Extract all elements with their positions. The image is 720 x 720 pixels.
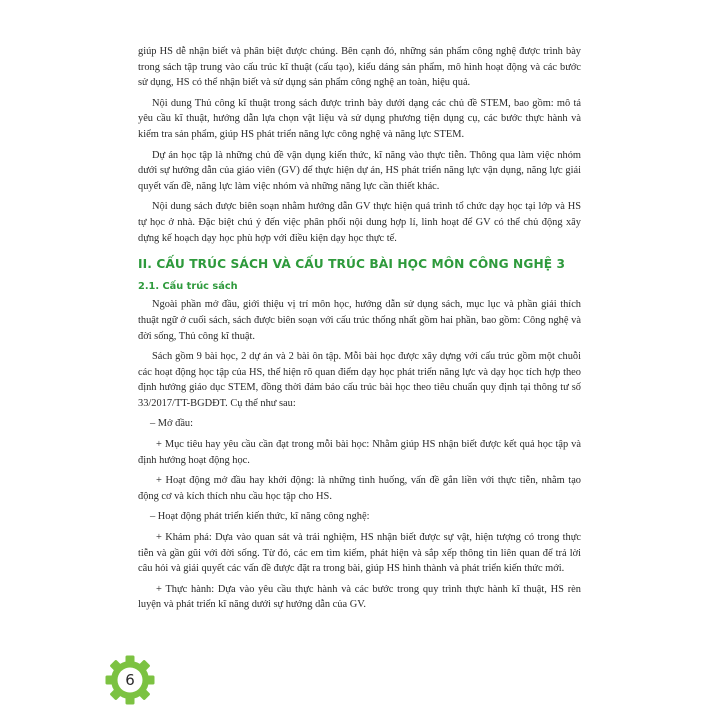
- paragraph-5: Ngoài phần mở đầu, giới thiệu vị trí môn học, hướng dẫn sử dụng sách, mục lục và phần giải thích thuật ngữ ở cuối sách, sách được biên soạn với cấu trúc thống nhất gồm hai phần, bao gồm: Công nghệ và đời sống, Thủ công kĩ thuật.: [138, 299, 581, 342]
- page-number: 6: [125, 671, 135, 689]
- page-content: [138, 44, 581, 618]
- paragraph-3: Dự án học tập là những chủ đề vận dụng kiến thức, kĩ năng vào thực tiễn. Thông qua làm việc nhóm dưới sự hướng dẫn của giáo viên (GV) để thực hiện dự án, HS phát triển năng lực vận dụng, năng lực giải quyết vấn đề, năng lực làm việc nhóm và những năng lực cần thiết khác.: [138, 149, 581, 192]
- paragraph-6: Sách gồm 9 bài học, 2 dự án và 2 bài ôn tập. Mỗi bài học được xây dựng với cấu trúc gồm một chuỗi các hoạt động học tập của HS, thể hiện rõ quan điểm dạy học phát triển năng lực và dạy học tích hợp theo định hướng giáo dục STEM, đồng thời đảm bảo cấu trúc bài học theo tiêu chuẩn quy định tại thông tư số 33/2017/TT-BGDĐT. Cụ thể như sau:: [138, 351, 581, 409]
- list-item: – Mở đầu:: [150, 418, 194, 430]
- list-item: + Thực hành: Dựa vào yêu cầu thực hành và các bước trong quy trình thực hành kĩ thuật, HS rèn luyện và phát triển kĩ năng dưới sự hướng dẫn của GV.: [138, 583, 581, 611]
- paragraph-4: Nội dung sách được biên soạn nhằm hướng dẫn GV thực hiện quá trình tổ chức dạy học tại lớp và HS tự học ở nhà. Đặc biệt chú ý đến việc phân phối nội dung hợp lí, linh hoạt để GV có thể chủ động xây dựng kế hoạch dạy học phù hợp với điều kiện dạy học thực tế.: [138, 201, 581, 244]
- list-item: + Hoạt động mở đầu hay khởi động: là những tình huống, vấn đề gắn liền với thực tiễn, nhằm tạo động cơ và kích thích nhu cầu học tập cho HS.: [138, 475, 581, 502]
- list-item: + Khám phá: Dựa vào quan sát và trải nghiệm, HS nhận biết được sự vật, hiện tượng có trong thực tiễn và gần gũi với đời sống. Từ đó, các em tìm kiếm, phát hiện và sắp xếp thông tin liên quan để trả lời câu hỏi và giải quyết các vấn đề được đặt ra trong bài, giúp HS hình thành và phát triển kiến thức mới.: [138, 532, 581, 575]
- list-item: + Mục tiêu hay yêu cầu cần đạt trong mỗi bài học: Nhằm giúp HS nhận biết được kết quả học tập và định hướng hoạt động học.: [138, 439, 581, 466]
- lesson-structure-list: [138, 416, 581, 613]
- section-heading: II. CẤU TRÚC SÁCH VÀ CẤU TRÚC BÀI HỌC MÔN CÔNG NGHỆ 3: [138, 257, 566, 272]
- paragraph-1: giúp HS dễ nhận biết và phân biệt được chúng. Bên cạnh đó, những sản phẩm công nghệ được trình bày trong sách tập trung vào cấu trúc kĩ thuật (cấu tạo), kiểu dáng sản phẩm, mô hình hoạt động và các bước sử dụng, HS có thể nhận biết và sử dụng sản phẩm công nghệ an toàn, hiệu quả.: [138, 46, 581, 89]
- subsection-heading: 2.1. Cấu trúc sách: [138, 280, 238, 292]
- paragraph-2: Nội dung Thủ công kĩ thuật trong sách được trình bày dưới dạng các chủ đề STEM, bao gồm: mô tả yêu cầu kĩ thuật, hướng dẫn lựa chọn vật liệu và sử dụng phương tiện dụng cụ, các bước thực hành và kiểm tra sản phẩm, giúp HS phát triển năng lực công nghệ và năng lực STEM.: [138, 97, 581, 140]
- list-item: – Hoạt động phát triển kiến thức, kĩ năng công nghệ:: [150, 511, 370, 523]
